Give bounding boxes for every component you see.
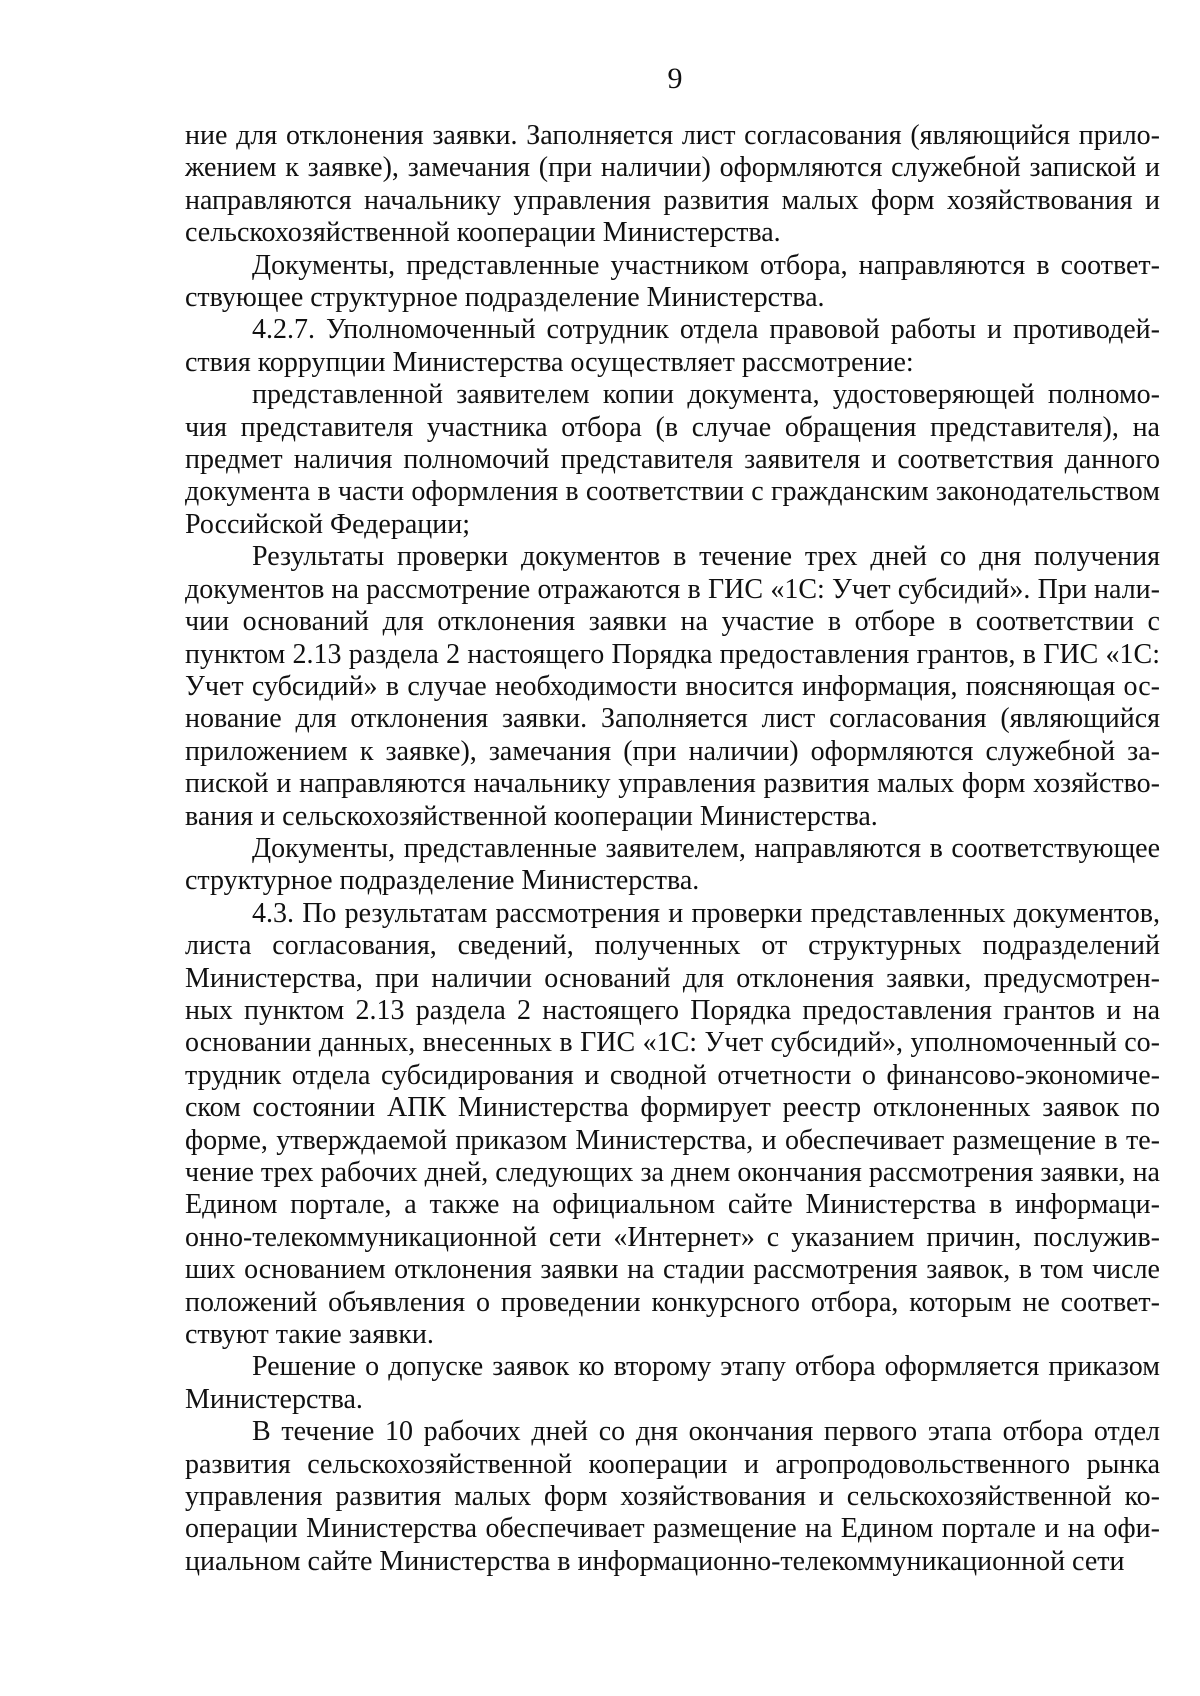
paragraph-check-results: Результаты проверки документов в течение трех дней со дня получения документов на рассмотрение отражаются в ГИС «1С: Учет субсидий». При наличии оснований для отклонения заявки на участие в отборе в соответствии с пунктом 2.13 раздела 2 настоящего Порядка предоставления грантов, в ГИС «1С: Учет субсидий» в случае необходимости вносится информация, поясняющая основание для отклонения заявки. Заполняется лист согласования (являющийся приложением к заявке), замечания (при наличии) оформляются служебной запиской и направляются начальнику управления развития малых форм хозяйствования и сельскохозяйственной кооперации Министерства. <box>185 541 1160 832</box>
paragraph-ten-working-days: В течение 10 рабочих дней со дня окончания первого этапа отбора отдел развития сельскохозяйственной кооперации и агропродовольственного рынка управления развития малых форм хозяйствования и сельскохозяйственной кооперации Министерства обеспечивает размещение на Едином портале и на официальном сайте Министерства в информационно-телекоммуникационной сети <box>185 1416 1160 1577</box>
paragraph-documents-applicant: Документы, представленные заявителем, направляются в соответствующее структурное подразделение Министерства. <box>185 832 1160 897</box>
paragraph-representative-copy: представленной заявителем копии документа, удостоверяющей полномочия представителя участника отбора (в случае обращения представителя), на предмет наличия полномочий представителя заявителя и соответствия данного документа в части оформления в соответствии с гражданским законодательством Российской Федерации; <box>185 379 1160 540</box>
paragraph-admission-decision: Решение о допуске заявок ко второму этапу отбора оформляется приказом Министерства. <box>185 1351 1160 1415</box>
paragraph-4-2-7: 4.2.7. Уполномоченный сотрудник отдела правовой работы и противодействия коррупции Министерства осуществляет рассмотрение: <box>185 314 1160 378</box>
paragraph-continuation: ние для отклонения заявки. Заполняется лист согласования (являющийся приложением к заявке), замечания (при наличии) оформляются служебной запиской и направляются начальнику управления развития малых форм хозяйствования и сельскохозяйственной кооперации Министерства. <box>185 120 1160 249</box>
document-body <box>185 120 1160 1578</box>
paragraph-documents-participant: Документы, представленные участником отбора, направляются в соответствующее структурное подразделение Министерства. <box>185 249 1160 314</box>
page-number: 9 <box>667 62 683 95</box>
paragraph-4-3: 4.3. По результатам рассмотрения и проверки представленных документов, листа согласования, сведений, полученных от структурных подразделений Министерства, при наличии оснований для отклонения заявки, предусмотренных пунктом 2.13 раздела 2 настоящего Порядка предоставления грантов и на основании данных, внесенных в ГИС «1С: Учет субсидий», уполномоченный сотрудник отдела субсидирования и сводной отчетности о финансово-экономическом состоянии АПК Министерства формирует реестр отклоненных заявок по форме, утверждаемой приказом Министерства, и обеспечивает размещение в течение трех рабочих дней, следующих за днем окончания рассмотрения заявки, на Едином портале, а также на официальном сайте Министерства в информационно-телекоммуникационной сети «Интернет» с указанием причин, послуживших основанием отклонения заявки на стадии рассмотрения заявок, в том числе положений объявления о проведении конкурсного отбора, которым не соответствуют такие заявки. <box>185 897 1160 1351</box>
